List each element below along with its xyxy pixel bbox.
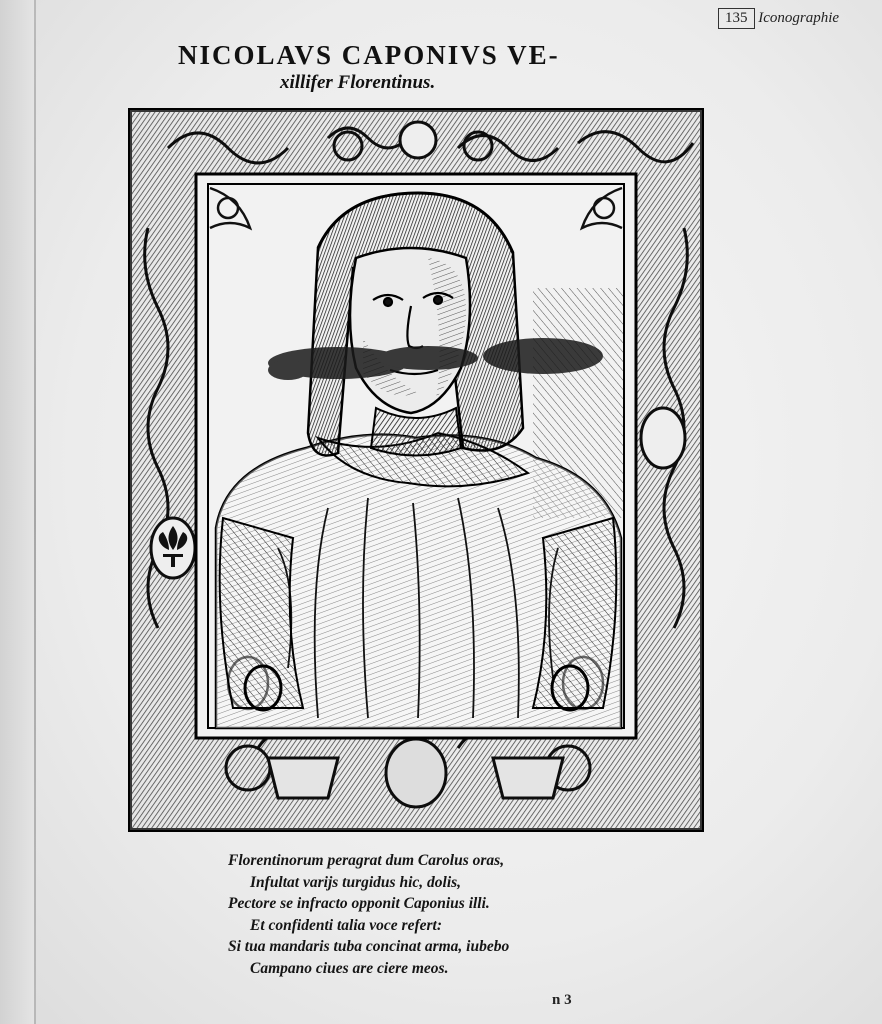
verse-line: Florentinorum peragrat dum Carolus oras, bbox=[228, 852, 505, 869]
verse-line: Campano ciues are ciere meos. bbox=[250, 959, 449, 977]
portrait-woodcut bbox=[128, 108, 704, 832]
verse-block bbox=[228, 850, 628, 979]
page-gutter-shadow bbox=[0, 0, 34, 1024]
shelfmark-note bbox=[718, 8, 864, 36]
page-title-line-2: xillifer Florentinus. bbox=[280, 72, 436, 93]
page-gutter-line bbox=[34, 0, 36, 1024]
verse-line: Si tua mandaris tuba concinat arma, iubebo bbox=[228, 938, 510, 955]
verse-line: Et confidenti talia voce refert: bbox=[250, 916, 442, 934]
page-title-line-1: NICOLAVS CAPONIVS VE- bbox=[178, 40, 560, 70]
verse-line: Infultat varijs turgidus hic, dolis, bbox=[250, 873, 462, 891]
verse-line: Pectore se infracto opponit Caponius illi. bbox=[228, 895, 490, 912]
signature-mark: n 3 bbox=[552, 992, 572, 1008]
shelfmark-number: 135 bbox=[718, 8, 755, 29]
shelfmark-text: Iconographie bbox=[758, 10, 840, 26]
